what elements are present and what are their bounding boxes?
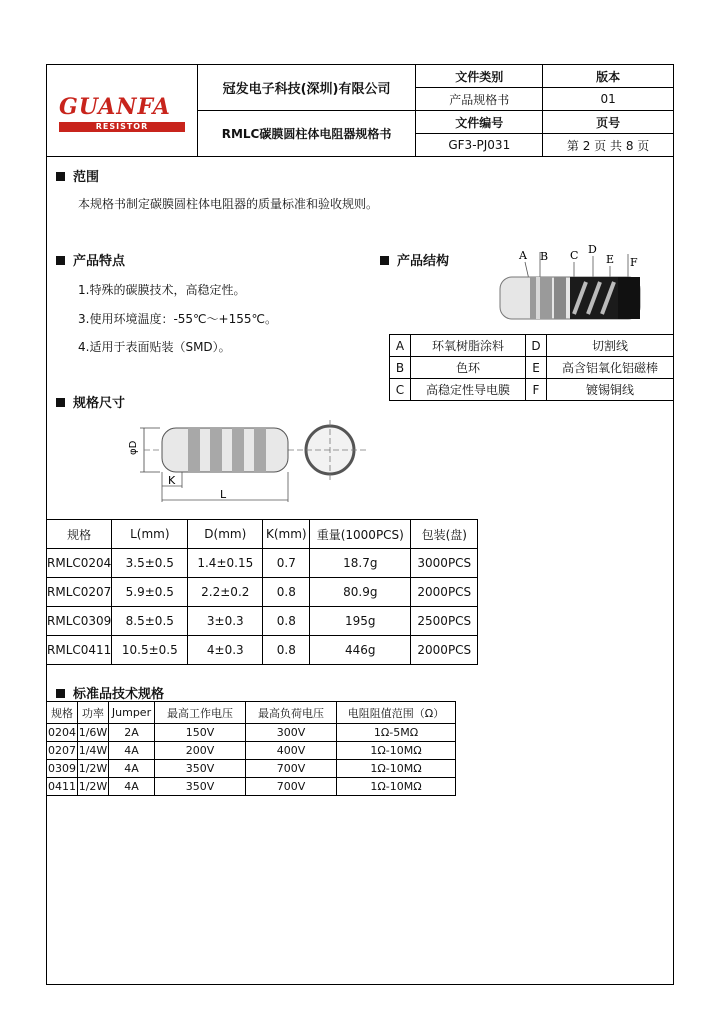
cell: 1/2W [78,760,109,778]
cell: 2500PCS [411,607,478,636]
logo-cell [47,65,198,157]
cell: 0.8 [263,607,310,636]
cell: 4A [109,778,155,796]
feature-item: 1.特殊的碳膜技术，高稳定性。 [78,283,246,297]
cell: RMLC0411 [47,636,112,665]
table-row [47,778,456,796]
cell: 300V [246,724,337,742]
cell: 0207 [47,742,78,760]
page-value: 第 2 页 共 8 页 [543,134,674,157]
page-label: 页号 [543,111,674,134]
cell: 18.7g [310,549,411,578]
dimensions-heading-text: 规格尺寸 [73,396,126,411]
legend-key: F [526,379,547,401]
cell: 4±0.3 [188,636,263,665]
cell: 4A [109,742,155,760]
cell: 0204 [47,724,78,742]
legend-value: 环氧树脂涂料 [411,335,526,357]
cell: 2000PCS [411,578,478,607]
features-heading [56,250,125,269]
cell: 0411 [47,778,78,796]
cell: 80.9g [310,578,411,607]
table-row [47,578,478,607]
table-row [47,760,456,778]
dimensions-heading [56,392,125,411]
legend-value: 高含铝氧化铝磁棒 [547,357,674,379]
cell: 2A [109,724,155,742]
cell: 2.2±0.2 [188,578,263,607]
column-header: 规格 [47,520,112,549]
legend-key: E [526,357,547,379]
label-k: K [168,474,176,487]
table-row [47,549,478,578]
column-header: 规格 [47,702,78,724]
scope-heading-text: 范围 [73,170,100,185]
cell: RMLC0204 [47,549,112,578]
table-row [47,724,456,742]
cell: 446g [310,636,411,665]
bullet-square-icon [56,256,65,265]
feature-item: 3.使用环境温度：-55℃～+155℃。 [78,312,277,326]
label-b: B [540,250,549,263]
label-d: D [588,244,597,256]
company-name: 冠发电子科技(深圳)有限公司 [197,65,416,111]
cell: 0.8 [263,578,310,607]
cell: RMLC0207 [47,578,112,607]
column-header: L(mm) [112,520,188,549]
column-header: 电阻阻值范围（Ω） [337,702,456,724]
cell: 1Ω-10MΩ [337,778,456,796]
cell: 1Ω-10MΩ [337,742,456,760]
cell: 2000PCS [411,636,478,665]
cell: 1Ω-5MΩ [337,724,456,742]
column-header: 最高负荷电压 [246,702,337,724]
bullet-square-icon [56,172,65,181]
cell: 3.5±0.5 [112,549,188,578]
dimension-drawing [120,410,370,514]
cell: 700V [246,778,337,796]
legend-value: 色环 [411,357,526,379]
cell: 350V [155,760,246,778]
scope-heading [56,166,99,185]
cell: 3000PCS [411,549,478,578]
column-header: D(mm) [188,520,263,549]
cell: 1/2W [78,778,109,796]
cell: 150V [155,724,246,742]
column-header: K(mm) [263,520,310,549]
version-label: 版本 [543,65,674,88]
table-row [47,742,456,760]
column-header: 重量(1000PCS) [310,520,411,549]
cell: 1.4±0.15 [188,549,263,578]
doc-no-value: GF3-PJ031 [416,134,543,157]
feature-item: 4.适用于表面贴装（SMD）。 [78,340,231,354]
features-heading-text: 产品特点 [73,254,126,269]
cell: 0309 [47,760,78,778]
label-a: A [519,249,527,262]
resistor-structure-diagram [490,244,660,328]
cell: 0.7 [263,549,310,578]
scope-text: 本规格书制定碳膜圆柱体电阻器的质量标准和验收规则。 [78,197,379,211]
cell: 1Ω-10MΩ [337,760,456,778]
legend-key: B [390,357,411,379]
structure-heading-text: 产品结构 [397,254,450,269]
cell: 5.9±0.5 [112,578,188,607]
logo-subtext: RESISTOR [59,122,185,132]
table-row [47,607,478,636]
table-row [47,636,478,665]
cell: 400V [246,742,337,760]
cell: 195g [310,607,411,636]
logo-text: GUANFA [59,93,171,120]
specs-table [46,701,456,796]
legend-key: A [390,335,411,357]
guanfa-logo [47,66,197,156]
specs-heading-text: 标准品技术规格 [73,687,165,702]
label-phi-d: φD [128,440,139,455]
bullet-square-icon [380,256,389,265]
doc-no-label: 文件编号 [416,111,543,134]
legend-value: 镀锡铜线 [547,379,674,401]
label-e: E [606,253,615,266]
label-c: C [570,249,579,262]
structure-legend-table [389,334,674,401]
doc-title: RMLC碳膜圆柱体电阻器规格书 [197,111,416,157]
cell: 10.5±0.5 [112,636,188,665]
cell: 700V [246,760,337,778]
doc-type-value: 产品规格书 [416,88,543,111]
column-header: Jumper [109,702,155,724]
specs-heading [56,683,164,702]
legend-value: 切割线 [547,335,674,357]
cell: 3±0.3 [188,607,263,636]
header-table [46,64,674,157]
cell: 1/4W [78,742,109,760]
column-header: 功率 [78,702,109,724]
label-f: F [630,256,638,269]
cell: 350V [155,778,246,796]
bullet-square-icon [56,398,65,407]
legend-key: C [390,379,411,401]
cell: RMLC0309 [47,607,112,636]
cell: 1/6W [78,724,109,742]
column-header: 最高工作电压 [155,702,246,724]
bullet-square-icon [56,689,65,698]
version-value: 01 [543,88,674,111]
doc-type-label: 文件类别 [416,65,543,88]
cell: 200V [155,742,246,760]
dimensions-table [46,519,478,665]
legend-value: 高稳定性导电膜 [411,379,526,401]
column-header: 包装(盘) [411,520,478,549]
legend-key: D [526,335,547,357]
cell: 4A [109,760,155,778]
cell: 0.8 [263,636,310,665]
cell: 8.5±0.5 [112,607,188,636]
label-l: L [220,488,227,501]
structure-heading [380,250,449,269]
